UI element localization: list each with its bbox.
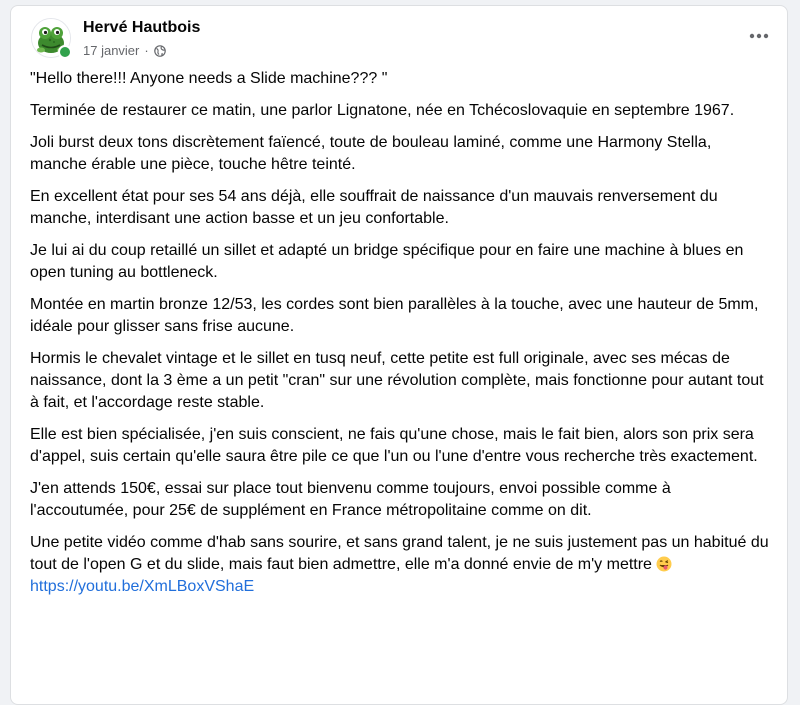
post-meta [83, 43, 166, 58]
post-paragraph: Hormis le chevalet vintage et le sillet en tusq neuf, cette petite est full originale, avec ses mécas de naissance, dont la 3 ème a un petit "cran" sur une révolution complète, mais fonctionne pour autant tout à fait, et l'accordage reste stable. [30, 350, 764, 411]
online-status-dot [58, 45, 72, 59]
post-paragraph: Terminée de restaurer ce matin, une parlor Lignatone, née en Tchécoslovaquie en septembre 1967. [30, 102, 735, 119]
author-name[interactable]: Hervé Hautbois [83, 19, 201, 36]
post-date[interactable]: 17 janvier [83, 43, 140, 58]
last-paragraph-text: Une petite vidéo comme d'hab sans sourire, et sans grand talent, je ne suis justement pas un habitué du tout de l'open G et du slide, mais faut bien admettre, elle m'a donné envie de m'y mettre [30, 534, 769, 573]
post-paragraph: Joli burst deux tons discrètement faïencé, toute de bouleau laminé, comme une Harmony Stella, manche érable une pièce, touche hêtre teinté. [30, 134, 712, 173]
post-card [10, 5, 788, 705]
globe-icon[interactable] [154, 45, 166, 57]
winking-tongue-emoji-icon [656, 556, 672, 572]
post-paragraph: "Hello there!!! Anyone needs a Slide machine??? " [30, 70, 388, 87]
post-paragraph: En excellent état pour ses 54 ans déjà, elle souffrait de naissance d'un mauvais renversement du manche, interdisant une action basse et un jeu confortable. [30, 188, 718, 227]
meta-separator: · [144, 43, 149, 58]
avatar[interactable] [31, 18, 71, 58]
post-paragraph: Je lui ai du coup retaillé un sillet et adapté un bridge spécifique pour en faire une machine à blues en open tuning au bottleneck. [30, 242, 744, 281]
video-link[interactable]: https://youtu.be/XmLBoxVShaE [30, 578, 255, 595]
more-options-icon [749, 33, 769, 39]
post-paragraph: Montée en martin bronze 12/53, les cordes sont bien parallèles à la touche, avec une hauteur de 5mm, idéale pour glisser sans frise aucune. [30, 296, 759, 335]
post-body [30, 68, 770, 598]
more-options-button[interactable] [745, 26, 773, 46]
post-paragraph-last [30, 532, 770, 598]
post-paragraph: Elle est bien spécialisée, j'en suis conscient, ne fais qu'une chose, mais le fait bien, alors son prix sera d'appel, suis certain qu'elle saura être pile ce que l'un ou l'une d'entre vous recherche très exactement. [30, 426, 758, 465]
post-paragraph: J'en attends 150€, essai sur place tout bienvenu comme toujours, envoi possible comme à l'accoutumée, pour 25€ de supplément en France métropolitaine comme on dit. [30, 480, 671, 519]
